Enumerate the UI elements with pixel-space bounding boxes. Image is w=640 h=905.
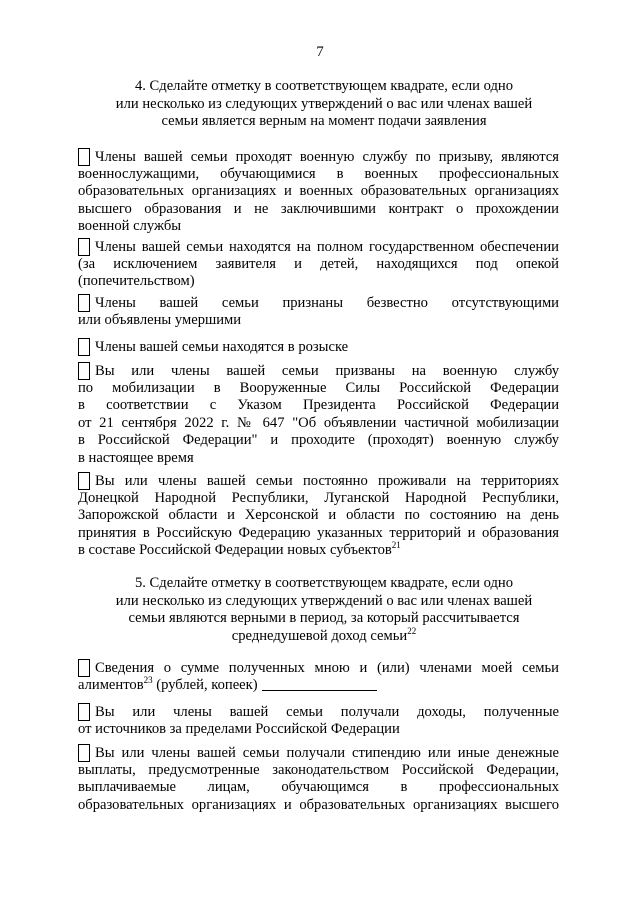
option-text: алиментов: [78, 676, 144, 693]
option-text: (рублей, копеек): [152, 676, 258, 693]
page-number: 7: [316, 44, 324, 60]
option-military-service: [78, 148, 559, 236]
footnote-ref: 22: [407, 625, 417, 636]
option-new-territories: [78, 472, 559, 560]
option-text: или объявлены умершими: [78, 311, 242, 328]
option-text: от источников за пределами Российской Федерации: [78, 720, 400, 737]
option-text: военнослужащими, обучающимися в военных профессиональных: [78, 165, 559, 182]
option-text: выплачиваемые лицам, обучающимся в профессиональных: [78, 779, 559, 795]
section-4-title: [90, 78, 558, 131]
checkbox[interactable]: [78, 338, 90, 356]
option-text: Вы или члены вашей семьи призваны на военную службу: [95, 363, 559, 379]
option-wanted: [78, 338, 559, 356]
option-text: в настоящее время: [78, 449, 194, 466]
option-text: Запорожской области и Херсонской и области по состоянию на день: [78, 507, 559, 523]
option-text: Вы или члены вашей семьи получали стипендию или иные денежные: [95, 745, 559, 761]
title-line: 4. Сделайте отметку в соответствующем квадрате, если одно: [134, 78, 514, 94]
option-text: Члены вашей семьи находятся на полном государственном обеспечении: [95, 239, 559, 255]
option-text: по мобилизации в Вооруженные Силы Российской Федерации: [78, 379, 559, 396]
option-missing-or-dead: [78, 294, 559, 329]
section-5-title: [90, 575, 558, 645]
option-text: Донецкой Народной Республики, Луганской Народной Республики,: [78, 489, 559, 506]
checkbox[interactable]: [78, 294, 90, 312]
title-line: или несколько из следующих утверждений о вас или членах вашей: [115, 95, 533, 112]
title-line: 5. Сделайте отметку в соответствующем квадрате, если одно: [134, 575, 514, 591]
option-text: принятия в Российскую Федерацию указанных территорий и образования: [78, 524, 559, 541]
option-text: от 21 сентября 2022 г. № 647 "Об объявлении частичной мобилизации: [78, 414, 559, 431]
option-text: Сведения о сумме полученных мною и (или) членами моей семьи: [95, 660, 559, 676]
title-line: семьи является верным на момент подачи заявления: [161, 113, 487, 129]
option-text: образовательных организациях и военных образовательных организациях: [78, 183, 559, 199]
checkbox[interactable]: [78, 744, 90, 762]
option-mobilization: [78, 362, 559, 467]
option-text: (за исключением заявителя и детей, находящихся под опекой: [78, 255, 559, 272]
option-text: военной службы: [78, 218, 182, 234]
footnote-ref: 21: [391, 540, 401, 551]
option-text: в Российской Федерации" и проходите (проходят) военную службу: [78, 432, 559, 448]
option-text: выплаты, предусмотренные законодательством Российской Федерации,: [78, 761, 559, 778]
checkbox[interactable]: [78, 362, 90, 380]
checkbox[interactable]: [78, 472, 90, 490]
option-text: Вы или члены вашей семьи получали доходы, полученные: [95, 704, 559, 720]
option-alimony: [78, 659, 559, 694]
title-line: или несколько из следующих утверждений о вас или членах вашей: [115, 592, 533, 609]
title-line: среднедушевой доход семьи: [231, 627, 408, 644]
option-text: высшего образования и не заключившими контракт о прохождении: [78, 200, 559, 217]
checkbox[interactable]: [78, 238, 90, 256]
option-text: (попечительством): [78, 273, 195, 289]
option-text: Вы или члены вашей семьи постоянно проживали на территориях: [95, 473, 559, 489]
option-state-support: [78, 238, 559, 291]
option-text: в соответствии с Указом Президента Российской Федерации: [78, 397, 559, 413]
option-text: Члены вашей семьи проходят военную службу по призыву, являются: [95, 149, 559, 165]
checkbox[interactable]: [78, 703, 90, 721]
option-foreign-income: [78, 703, 559, 738]
title-line: семьи являются верными в период, за который рассчитывается: [128, 610, 520, 626]
option-text: Члены вашей семьи находятся в розыске: [95, 339, 349, 355]
footnote-ref: 23: [143, 674, 153, 685]
option-text: Члены вашей семьи признаны безвестно отсутствующими: [95, 295, 559, 311]
option-text: в составе Российской Федерации новых субъектов: [78, 542, 392, 558]
checkbox[interactable]: [78, 148, 90, 166]
option-stipend: [78, 744, 559, 814]
checkbox[interactable]: [78, 659, 90, 677]
alimony-amount-field[interactable]: [262, 677, 377, 691]
option-text: образовательных организациях и образовательных организациях высшего: [78, 796, 559, 813]
